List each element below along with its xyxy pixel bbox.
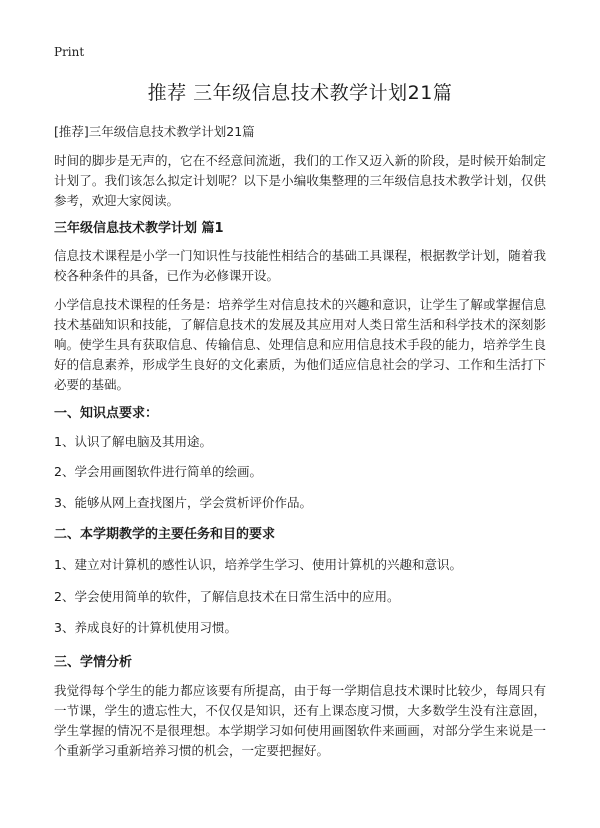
list-item: 3、养成良好的计算机使用习惯。 [54,620,237,635]
paragraph-course-tasks: 小学信息技术课程的任务是：培养学生对信息技术的兴趣和意识，让学生了解或掌握信息技术基础知识和技能，了解信息技术的发展及其应用对人类日常生活和科学技术的深刻影响。使学生具有获取信息、传输信息、处理信息和应用信息技术手段的能力，培养学生良好的信息素养，形成学生良好的文化素质，为他们适应信息社会的学习、工作和生活打下必要的基础。 [54,297,546,392]
heading-main-tasks: 二、本学期教学的主要任务和目的要求 [54,527,276,542]
print-link[interactable]: Print [54,45,85,59]
list-item: 2、学会使用简单的软件，了解信息技术在日常生活中的应用。 [54,589,400,604]
section-title: 三年级信息技术教学计划 篇1 [54,221,224,236]
list-item: 1、认识了解电脑及其用途。 [54,434,212,449]
document-subtitle: [推荐]三年级信息技术教学计划21篇 [54,124,255,139]
intro-paragraph: 时间的脚步是无声的，它在不经意间流逝，我们的工作又迈入新的阶段，是时候开始制定计划了。我们该怎么拟定计划呢？以下是小编收集整理的三年级信息技术教学计划，仅供参考，欢迎大家阅读。 [54,153,546,208]
heading-knowledge-points: 一、知识点要求： [54,406,159,421]
paragraph-course-intro: 信息技术课程是小学一门知识性与技能性相结合的基础工具课程，根据教学计划，随着我校各种条件的具备，已作为必修课开设。 [54,248,546,283]
list-item: 1、建立对计算机的感性认识，培养学生学习、使用计算机的兴趣和意识。 [54,557,462,572]
list-item: 2、学会用画图软件进行简单的绘画。 [54,464,262,479]
page-title: 推荐 三年级信息技术教学计划21篇 [147,82,453,104]
paragraph-student-analysis: 我觉得每个学生的能力都应该要有所提高，由于每一学期信息技术课时比较少，每周只有一节课，学生的遗忘性大，不仅仅是知识，还有上课态度习惯，大多数学生没有注意固，学生掌握的情况不是很理想。本学期学习如何使用画图软件来画画，对部分学生来说是一个重新学习重新培养习惯的机会，一定要把握好。 [54,683,546,758]
list-item: 3、能够从网上查找图片，学会赏析评价作品。 [54,495,312,510]
heading-student-analysis: 三、学情分析 [54,655,133,670]
